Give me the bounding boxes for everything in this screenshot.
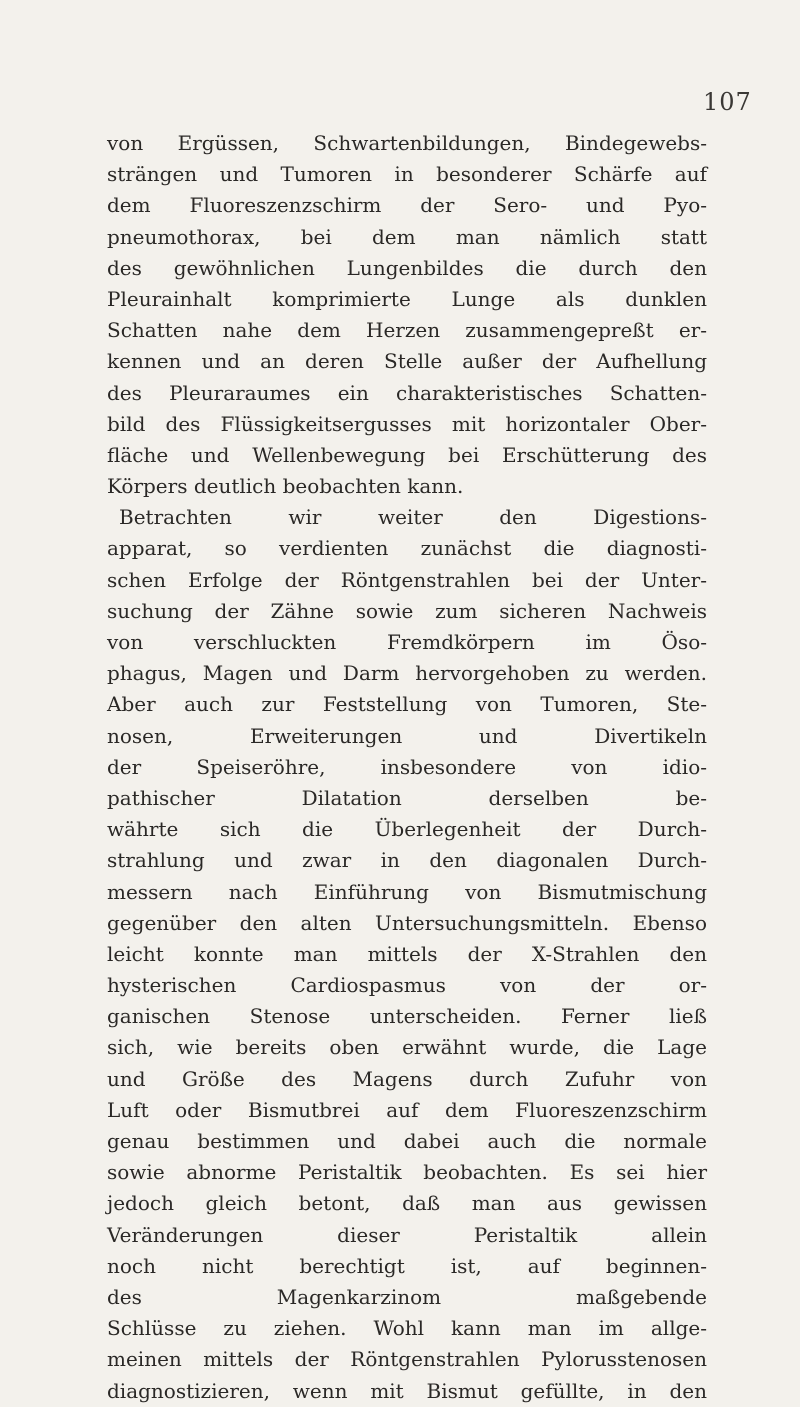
text-line: währte sich die Überlegenheit der Durch-: [107, 817, 707, 842]
text-line: Schatten nahe dem Herzen zusammengepreßt er-: [107, 318, 707, 343]
text-line: der Speiseröhre, insbesondere von idio-: [107, 754, 707, 779]
text-line: messern nach Einführung von Bismutmischung: [107, 879, 707, 904]
text-line: sich, wie bereits oben erwähnt wurde, die Lage: [107, 1035, 707, 1060]
text-line: Schlüsse zu ziehen. Wohl kann man im allge-: [107, 1316, 707, 1341]
text-line: jedoch gleich betont, daß man aus gewissen: [107, 1191, 707, 1216]
text-line: ganischen Stenose unterscheiden. Ferner ließ: [107, 1004, 707, 1029]
text-line: dem Fluoreszenzschirm der Sero- und Pyo-: [107, 193, 707, 218]
text-line: sowie abnorme Peristaltik beobachten. Es sei hier: [107, 1160, 707, 1185]
text-line: schen Erfolge der Röntgenstrahlen bei der Unter-: [107, 567, 707, 592]
text-line: des Magenkarzinom maßgebende: [107, 1284, 707, 1309]
text-line: strahlung und zwar in den diagonalen Durch-: [107, 848, 707, 873]
text-line: des Pleuraraumes ein charakteristisches Schatten-: [107, 380, 707, 405]
text-line: diagnostizieren, wenn mit Bismut gefüllte, in den: [107, 1378, 707, 1403]
page-number: 107: [703, 88, 752, 116]
text-line: hysterischen Cardiospasmus von der or-: [107, 973, 707, 998]
text-line: pneumothorax, bei dem man nämlich statt: [107, 224, 707, 249]
text-line: noch nicht berechtigt ist, auf beginnen-: [107, 1253, 707, 1278]
text-line: phagus, Magen und Darm hervorgehoben zu werden.: [107, 661, 707, 686]
text-line: Pleurainhalt komprimierte Lunge als dunklen: [107, 286, 707, 311]
text-line: bild des Flüssigkeitsergusses mit horizontaler Ober-: [107, 411, 707, 436]
text-line: von verschluckten Fremdkörpern im Öso-: [107, 630, 707, 654]
text-line: Körpers deutlich beobachten kann.: [107, 474, 464, 499]
text-line: Aber auch zur Feststellung von Tumoren, Ste-: [107, 692, 707, 717]
text-line: kennen und an deren Stelle außer der Aufhellung: [107, 349, 707, 374]
text-line: fläche und Wellenbewegung bei Erschütterung des: [107, 442, 707, 467]
text-line: nosen, Erweiterungen und Divertikeln: [107, 723, 707, 748]
text-line: Veränderungen dieser Peristaltik allein: [107, 1222, 707, 1247]
text-line: Betrachten wir weiter den Digestions-: [119, 505, 707, 530]
text-line: meinen mittels der Röntgenstrahlen Pylorusstenosen: [107, 1347, 707, 1372]
text-line: des gewöhnlichen Lungenbildes die durch den: [107, 255, 707, 280]
text-line: apparat, so verdienten zunächst die diagnosti-: [107, 536, 707, 561]
text-line: Luft oder Bismutbrei auf dem Fluoreszenzschirm: [107, 1097, 707, 1122]
text-line: von Ergüssen, Schwartenbildungen, Bindegewebs-: [107, 131, 707, 155]
text-line: suchung der Zähne sowie zum sicheren Nachweis: [107, 598, 707, 623]
text-line: pathischer Dilatation derselben be-: [107, 785, 707, 810]
text-line: und Größe des Magens durch Zufuhr von: [107, 1066, 707, 1091]
text-line: strängen und Tumoren in besonderer Schärfe auf: [107, 162, 707, 187]
body-text: [107, 128, 707, 1407]
text-line: genau bestimmen und dabei auch die normale: [107, 1129, 707, 1153]
text-line: leicht konnte man mittels der X-Strahlen den: [107, 941, 707, 966]
text-line: gegenüber den alten Untersuchungsmitteln. Ebenso: [107, 910, 707, 935]
